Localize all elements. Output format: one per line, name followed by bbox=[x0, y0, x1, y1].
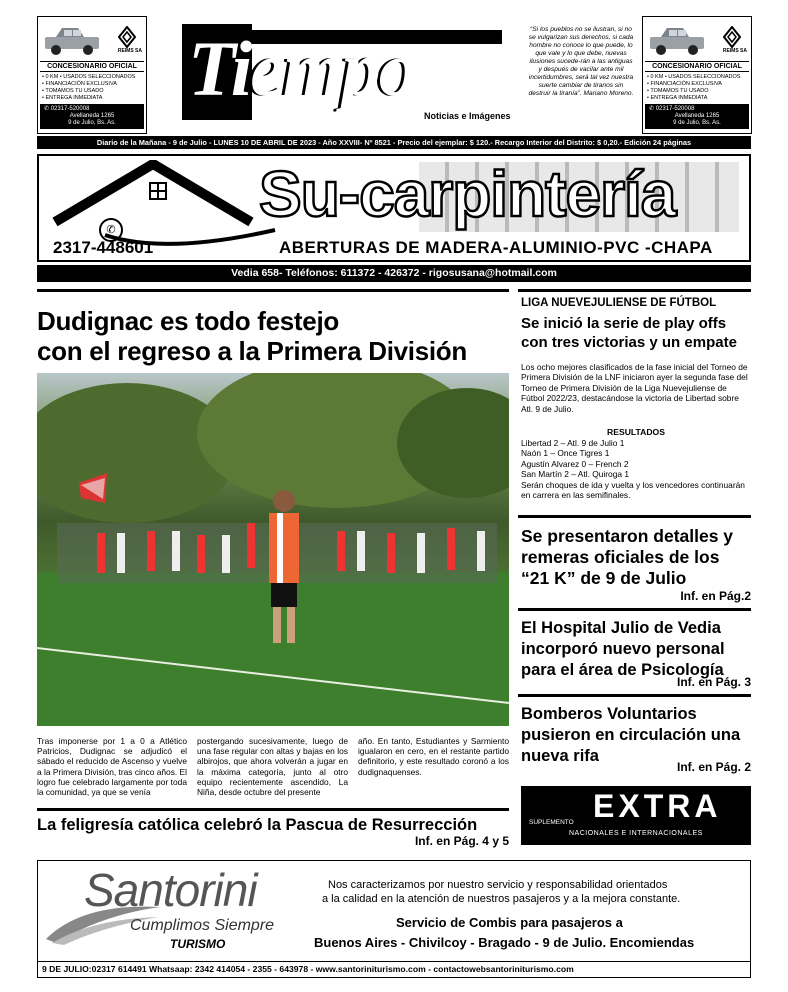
section-rule bbox=[37, 289, 509, 292]
dealer-item: • 0 KM • USADOS SELECCIONADOS bbox=[647, 74, 741, 80]
dealer-car-image bbox=[42, 21, 142, 59]
dealer-city: 9 de Julio, Bs. As. bbox=[68, 120, 116, 126]
santorini-name: Santorini bbox=[84, 864, 257, 916]
dealer-ad-right[interactable] bbox=[642, 16, 752, 134]
extra-title: EXTRA bbox=[593, 788, 722, 824]
dealer-item: • TOMAMOS TU USADO bbox=[647, 88, 709, 94]
dealer-item: • ENTREGA INMEDIATA bbox=[647, 95, 708, 101]
extra-label: SUPLEMENTO bbox=[529, 819, 574, 826]
carpinteria-phone: 2317-448601 bbox=[53, 238, 154, 257]
pascua-ref: Inf. en Pág. 4 y 5 bbox=[414, 834, 509, 848]
santorini-line-1: Nos caracterizamos por nuestro servicio y responsabilidad orientados bbox=[328, 879, 668, 891]
results-list bbox=[521, 438, 751, 500]
section-rule bbox=[518, 608, 751, 611]
main-body-col-2: postergando sucesivamente, luego de una fase regular con altas y bajas en los albirojos, que ahora volverán a jugar en la máxima categoría, junto al otro equipo recientemente ascendido, La Niña, desde octubre del presente bbox=[197, 736, 348, 798]
side-story-hospital-ref: Inf. en Pág. 3 bbox=[676, 675, 751, 689]
dealer-title: CONCESIONARIO OFICIAL bbox=[645, 61, 749, 72]
dateline-bar: Diario de la Mañana - 9 de Julio - LUNES 10 DE ABRIL DE 2023 - Año XXVIII- Nº 8521 - Precio del ejemplar: $ 120.- Recargo Interior del Distrito: $ 0,20.- Edición 24 páginas bbox=[37, 136, 751, 149]
santorini-service: Servicio de Combis para pasajeros a bbox=[396, 915, 623, 930]
dealer-title: CONCESIONARIO OFICIAL bbox=[40, 61, 144, 72]
section-rule bbox=[518, 289, 751, 292]
pascua-headline: La feligresía católica celebró la Pascua de Resurrección bbox=[37, 816, 478, 834]
renault-logo-icon bbox=[723, 26, 741, 48]
side-story-hospital-title: El Hospital Julio de Vedia incorporó nuevo personal para el área de Psicología bbox=[521, 619, 725, 679]
side-story-21k-ref: Inf. en Pág.2 bbox=[680, 589, 751, 603]
main-photo bbox=[37, 373, 509, 726]
dealer-items bbox=[42, 74, 142, 102]
dealer-car-image bbox=[647, 21, 747, 59]
main-body-col-3: año. En tanto, Estudiantes y Sarmiento igualaron en cero, en el restante partido definitorio, y este resultado coronó a los dudignaquenses. bbox=[358, 736, 509, 777]
santorini-line-2: a la calidad en la atención de nuestros pasajeros y a la mejora constante. bbox=[322, 893, 681, 905]
section-rule bbox=[37, 808, 509, 811]
santorini-ad[interactable] bbox=[37, 860, 751, 978]
celebration-photo bbox=[37, 373, 509, 726]
house-roof-icon bbox=[45, 160, 285, 250]
result-item: San Martín 2 – Atl. Quiroga 1 bbox=[521, 469, 630, 480]
carpinteria-contact-bar: Vedia 658- Teléfonos: 611372 - 426372 - rigosusana@hotmail.com bbox=[37, 265, 751, 282]
santorini-type: TURISMO bbox=[170, 937, 226, 951]
main-headline-line-2: con el regreso a la Primera División bbox=[37, 336, 467, 366]
side-story-21k-title: Se presentaron detalles y remeras oficiales de los “21 K” de 9 de Julio bbox=[521, 526, 734, 588]
dealer-item: • TOMAMOS TU USADO bbox=[42, 88, 104, 94]
whatsapp-icon: ✆ bbox=[99, 218, 123, 242]
renault-logo-icon bbox=[118, 26, 136, 48]
dealer-address: Avellaneda 1265 bbox=[674, 113, 720, 119]
side-story-bomberos-ref: Inf. en Pág. 2 bbox=[676, 760, 751, 774]
section-rule bbox=[518, 694, 751, 697]
carpinteria-ad[interactable] bbox=[37, 154, 751, 262]
carpinteria-name: Su-carpintería bbox=[259, 158, 676, 230]
dealer-phone: 02317-520008 bbox=[50, 106, 90, 112]
dealer-address: Avellaneda 1265 bbox=[69, 113, 115, 119]
phone-icon: ✆ bbox=[44, 106, 50, 112]
dealer-item: • FINANCIACIÓN EXCLUSIVA bbox=[42, 81, 117, 87]
carpinteria-tagline: ABERTURAS DE MADERA-ALUMINIO-PVC -CHAPA bbox=[279, 238, 713, 257]
santorini-rule bbox=[38, 961, 751, 962]
dealer-contact bbox=[645, 104, 749, 129]
main-headline-line-1: Dudignac es todo festejo bbox=[37, 306, 339, 336]
santorini-slogan: Cumplimos Siempre bbox=[130, 917, 275, 934]
dealer-phone: 02317-520008 bbox=[655, 106, 695, 112]
dealer-contact bbox=[40, 104, 144, 129]
dealer-city: 9 de Julio, Bs. As. bbox=[673, 120, 721, 126]
dealer-brand: REIMS SA bbox=[722, 48, 747, 54]
results-note: Serán choques de ida y vuelta y los vencedores continuarán en carrera en las semifinales. bbox=[521, 479, 745, 501]
results-title: RESULTADOS bbox=[607, 427, 665, 437]
dealer-item: • FINANCIACIÓN EXCLUSIVA bbox=[647, 81, 722, 87]
dealer-item: • 0 KM • USADOS SELECCIONADOS bbox=[42, 74, 136, 80]
santorini-routes: Buenos Aires - Chivilcoy - Bragado - 9 de Julio. Encomiendas bbox=[314, 935, 695, 950]
extra-subtitle: NACIONALES E INTERNACIONALES bbox=[569, 830, 703, 837]
moreno-quote: “Si los pueblos no se ilustran, si no se vulgarizan sus derechos, si cada hombre no conoce lo que puede, lo que vale y lo que debe, nuevas ilusiones sucede-rán a las antiguas y después de vacilar ante mil incertidumbres, será tal vez nuestra suerte cambiar de tiranos sin destruir la tiranía”. Mariano Moreno. bbox=[528, 26, 634, 97]
masthead-subtitle: Noticias e Imágenes bbox=[424, 111, 511, 121]
extra-supplement-box[interactable] bbox=[521, 786, 751, 845]
dealer-item: • ENTREGA INMEDIATA bbox=[42, 95, 103, 101]
result-item: Agustín Alvarez 0 – French 2 bbox=[521, 458, 629, 469]
pickup-truck-icon bbox=[647, 23, 707, 57]
side-story-bomberos-title: Bomberos Voluntarios pusieron en circulación una nueva rifa bbox=[521, 705, 741, 765]
liga-body: Los ocho mejores clasificados de la fase inicial del Torneo de Primera División de la LNF iniciaron ayer la segunda fase del Torneo de Primera División de la Liga Nuevejuliense de Fútbol 2022/23, destacándose la victoria de Libertad sobre Atl. 9 de Julio. bbox=[521, 362, 748, 414]
liga-title-2: con tres victorias y un empate bbox=[521, 334, 737, 351]
dealer-ad-left[interactable] bbox=[37, 16, 147, 134]
liga-title-1: Se inició la serie de play offs bbox=[521, 315, 727, 332]
dealer-items bbox=[647, 74, 747, 102]
liga-kicker: LIGA NUEVEJULIENSE DE FÚTBOL bbox=[521, 297, 717, 309]
result-item: Libertad 2 – Atl. 9 de Julio 1 bbox=[521, 438, 625, 448]
santorini-contact: 9 DE JULIO:02317 614491 Whatsaap: 2342 414054 - 2355 - 643978 - www.santoriniturismo.com - contactowebsantoriniturismo.com bbox=[42, 964, 574, 974]
masthead-title: Tiempo bbox=[188, 25, 416, 112]
section-rule bbox=[518, 515, 751, 518]
phone-icon: ✆ bbox=[649, 106, 655, 112]
main-body-col-1: Tras imponerse por 1 a 0 a Atlético Patricios, Dudignac se adjudicó el sábado el reducido de Ascenso y vuelve a la Primera División, tras cinco años. El logro fue celebrado largamente por toda la comunidad, ya que se venía bbox=[37, 736, 187, 798]
pickup-truck-icon bbox=[42, 23, 102, 57]
result-item: Naón 1 – Once Tigres 1 bbox=[521, 448, 610, 459]
dealer-brand: REIMS SA bbox=[117, 48, 142, 54]
